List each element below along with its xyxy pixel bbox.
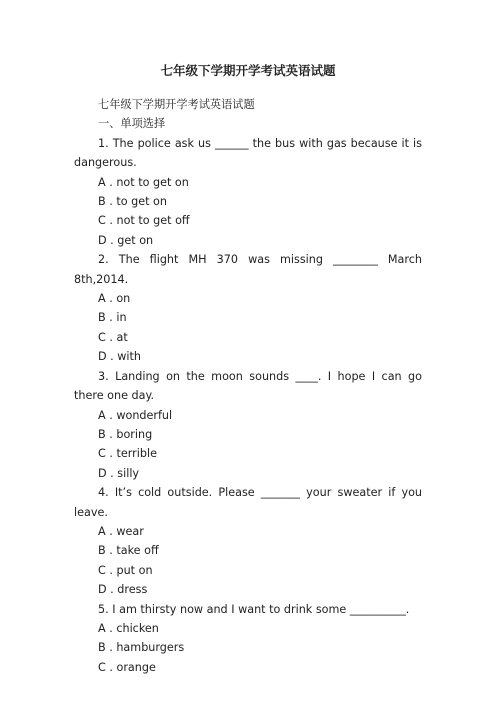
- option-a: A . chicken: [98, 621, 159, 635]
- question-stem: 4. It’s cold outside. Please _______ your sweater if you leave.: [74, 486, 422, 519]
- document-subtitle: 七年级下学期开学考试英语试题: [98, 98, 255, 111]
- question-stem: 5. I am thirsty now and I want to drink some __________.: [98, 602, 410, 616]
- option-a: A . wonderful: [98, 408, 173, 422]
- option-a: A . not to get on: [98, 175, 189, 189]
- option-c: C . not to get off: [98, 214, 190, 228]
- option-d: D . get on: [98, 233, 154, 247]
- option-b: B . in: [98, 311, 127, 325]
- option-b: B . boring: [98, 427, 153, 441]
- option-d: D . silly: [98, 466, 140, 480]
- option-c: C . orange: [98, 660, 156, 674]
- question-4: [74, 483, 422, 599]
- option-a: A . wear: [98, 524, 144, 538]
- option-d: D . with: [98, 350, 142, 364]
- question-1: [74, 134, 422, 250]
- question-stem: 3. Landing on the moon sounds ____. I hope I can go there one day.: [74, 369, 422, 403]
- question-5: [74, 600, 422, 678]
- option-d: D . dress: [98, 583, 148, 597]
- question-2: [74, 250, 422, 366]
- option-b: B . to get on: [98, 195, 167, 209]
- option-c: C . terrible: [98, 447, 157, 461]
- section-heading: 一、单项选择: [98, 117, 166, 131]
- option-b: B . hamburgers: [98, 641, 185, 655]
- question-stem: 2. The flight MH 370 was missing ________ March 8th,2014.: [74, 253, 422, 286]
- document-body: [74, 95, 422, 677]
- option-a: A . on: [98, 292, 131, 306]
- option-c: C . at: [98, 330, 128, 344]
- question-stem: 1. The police ask us ______ the bus with gas because it is dangerous.: [74, 136, 422, 170]
- option-c: C . put on: [98, 563, 153, 577]
- option-b: B . take off: [98, 544, 159, 558]
- question-3: [74, 367, 422, 483]
- page-title: 七年级下学期开学考试英语试题: [160, 63, 336, 78]
